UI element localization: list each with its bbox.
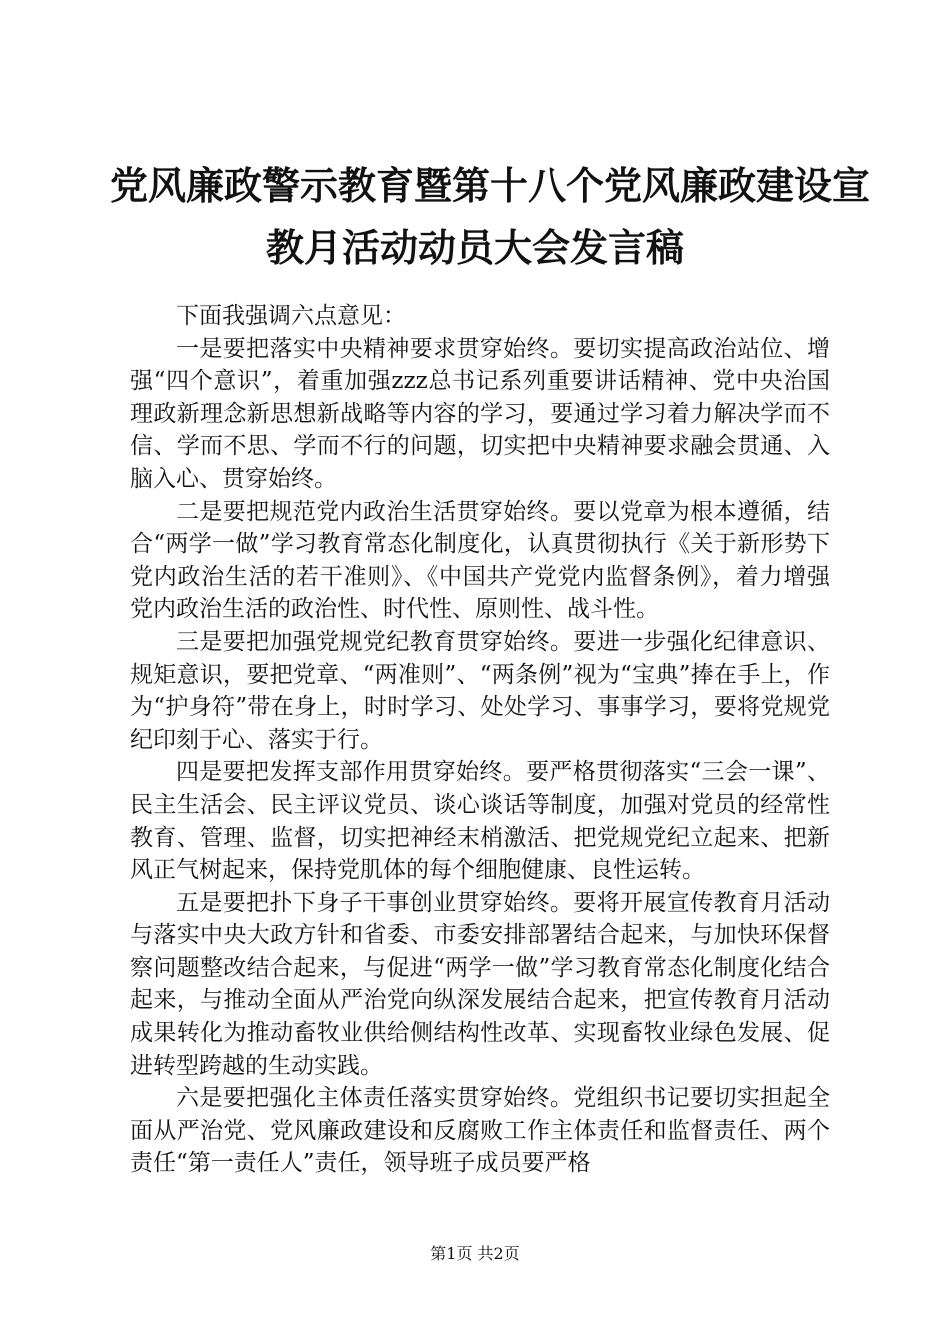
document-title [110, 155, 871, 279]
paragraph-point-3: 三是要把加强党规党纪教育贯穿始终。要进一步强化纪律意识、规矩意识，要把党章、“两准则”、“两条例”视为“宝典”捧在手上，作为“护身符”带在身上，时时学习、处处学习、事事学习，要将党规党纪印刻于心、落实于行。 [130, 628, 830, 753]
title-line-2: 教月活动动员大会发言稿 [265, 225, 684, 270]
paragraph-point-5: 五是要把扑下身子干事创业贯穿始终。要将开展宣传教育月活动与落实中央大政方针和省委、市委安排部署结合起来，与加快环保督察问题整改结合起来，与促进“两学一做”学习教育常态化制度化结合起来，与推动全面从严治党向纵深发展结合起来，把宣传教育月活动成果转化为推动畜牧业供给侧结构性改革、实现畜牧业绿色发展、促进转型跨越的生动实践。 [130, 889, 830, 1079]
paragraph-point-6: 六是要把强化主体责任落实贯穿始终。党组织书记要切实担起全面从严治党、党风廉政建设和反腐败工作主体责任和监督责任、两个责任“第一责任人”责任，领导班子成员要严格 [130, 1085, 830, 1177]
paragraph-point-4: 四是要把发挥支部作用贯穿始终。要严格贯彻落实“三会一课”、民主生活会、民主评议党员、谈心谈话等制度，加强对党员的经常性教育、管理、监督，切实把神经末梢激活、把党规党纪立起来、把新风正气树起来，保持党肌体的每个细胞健康、良性运转。 [130, 759, 830, 884]
title-line-1: 党风廉政警示教育暨第十八个党风廉政建设宣 [110, 163, 871, 208]
document-body [130, 300, 830, 1180]
page-number-footer: 第1页 共2页 [430, 1244, 520, 1263]
paragraph-intro: 下面我强调六点意见： [176, 303, 406, 329]
paragraph-point-1: 一是要把落实中央精神要求贯穿始终。要切实提高政治站位、增强“四个意识”，着重加强zzz总书记系列重要讲话精神、党中央治国理政新理念新思想新战略等内容的学习，要通过学习着力解决学而不信、学而不思、学而不行的问题，切实把中央精神要求融会贯通、入脑入心、贯穿始终。 [130, 335, 830, 492]
paragraph-point-2: 二是要把规范党内政治生活贯穿始终。要以党章为根本遵循，结合“两学一做”学习教育常态化制度化，认真贯彻执行《关于新形势下党内政治生活的若干准则》、《中国共产党党内监督条例》，着力增强党内政治生活的政治性、时代性、原则性、战斗性。 [130, 498, 830, 623]
